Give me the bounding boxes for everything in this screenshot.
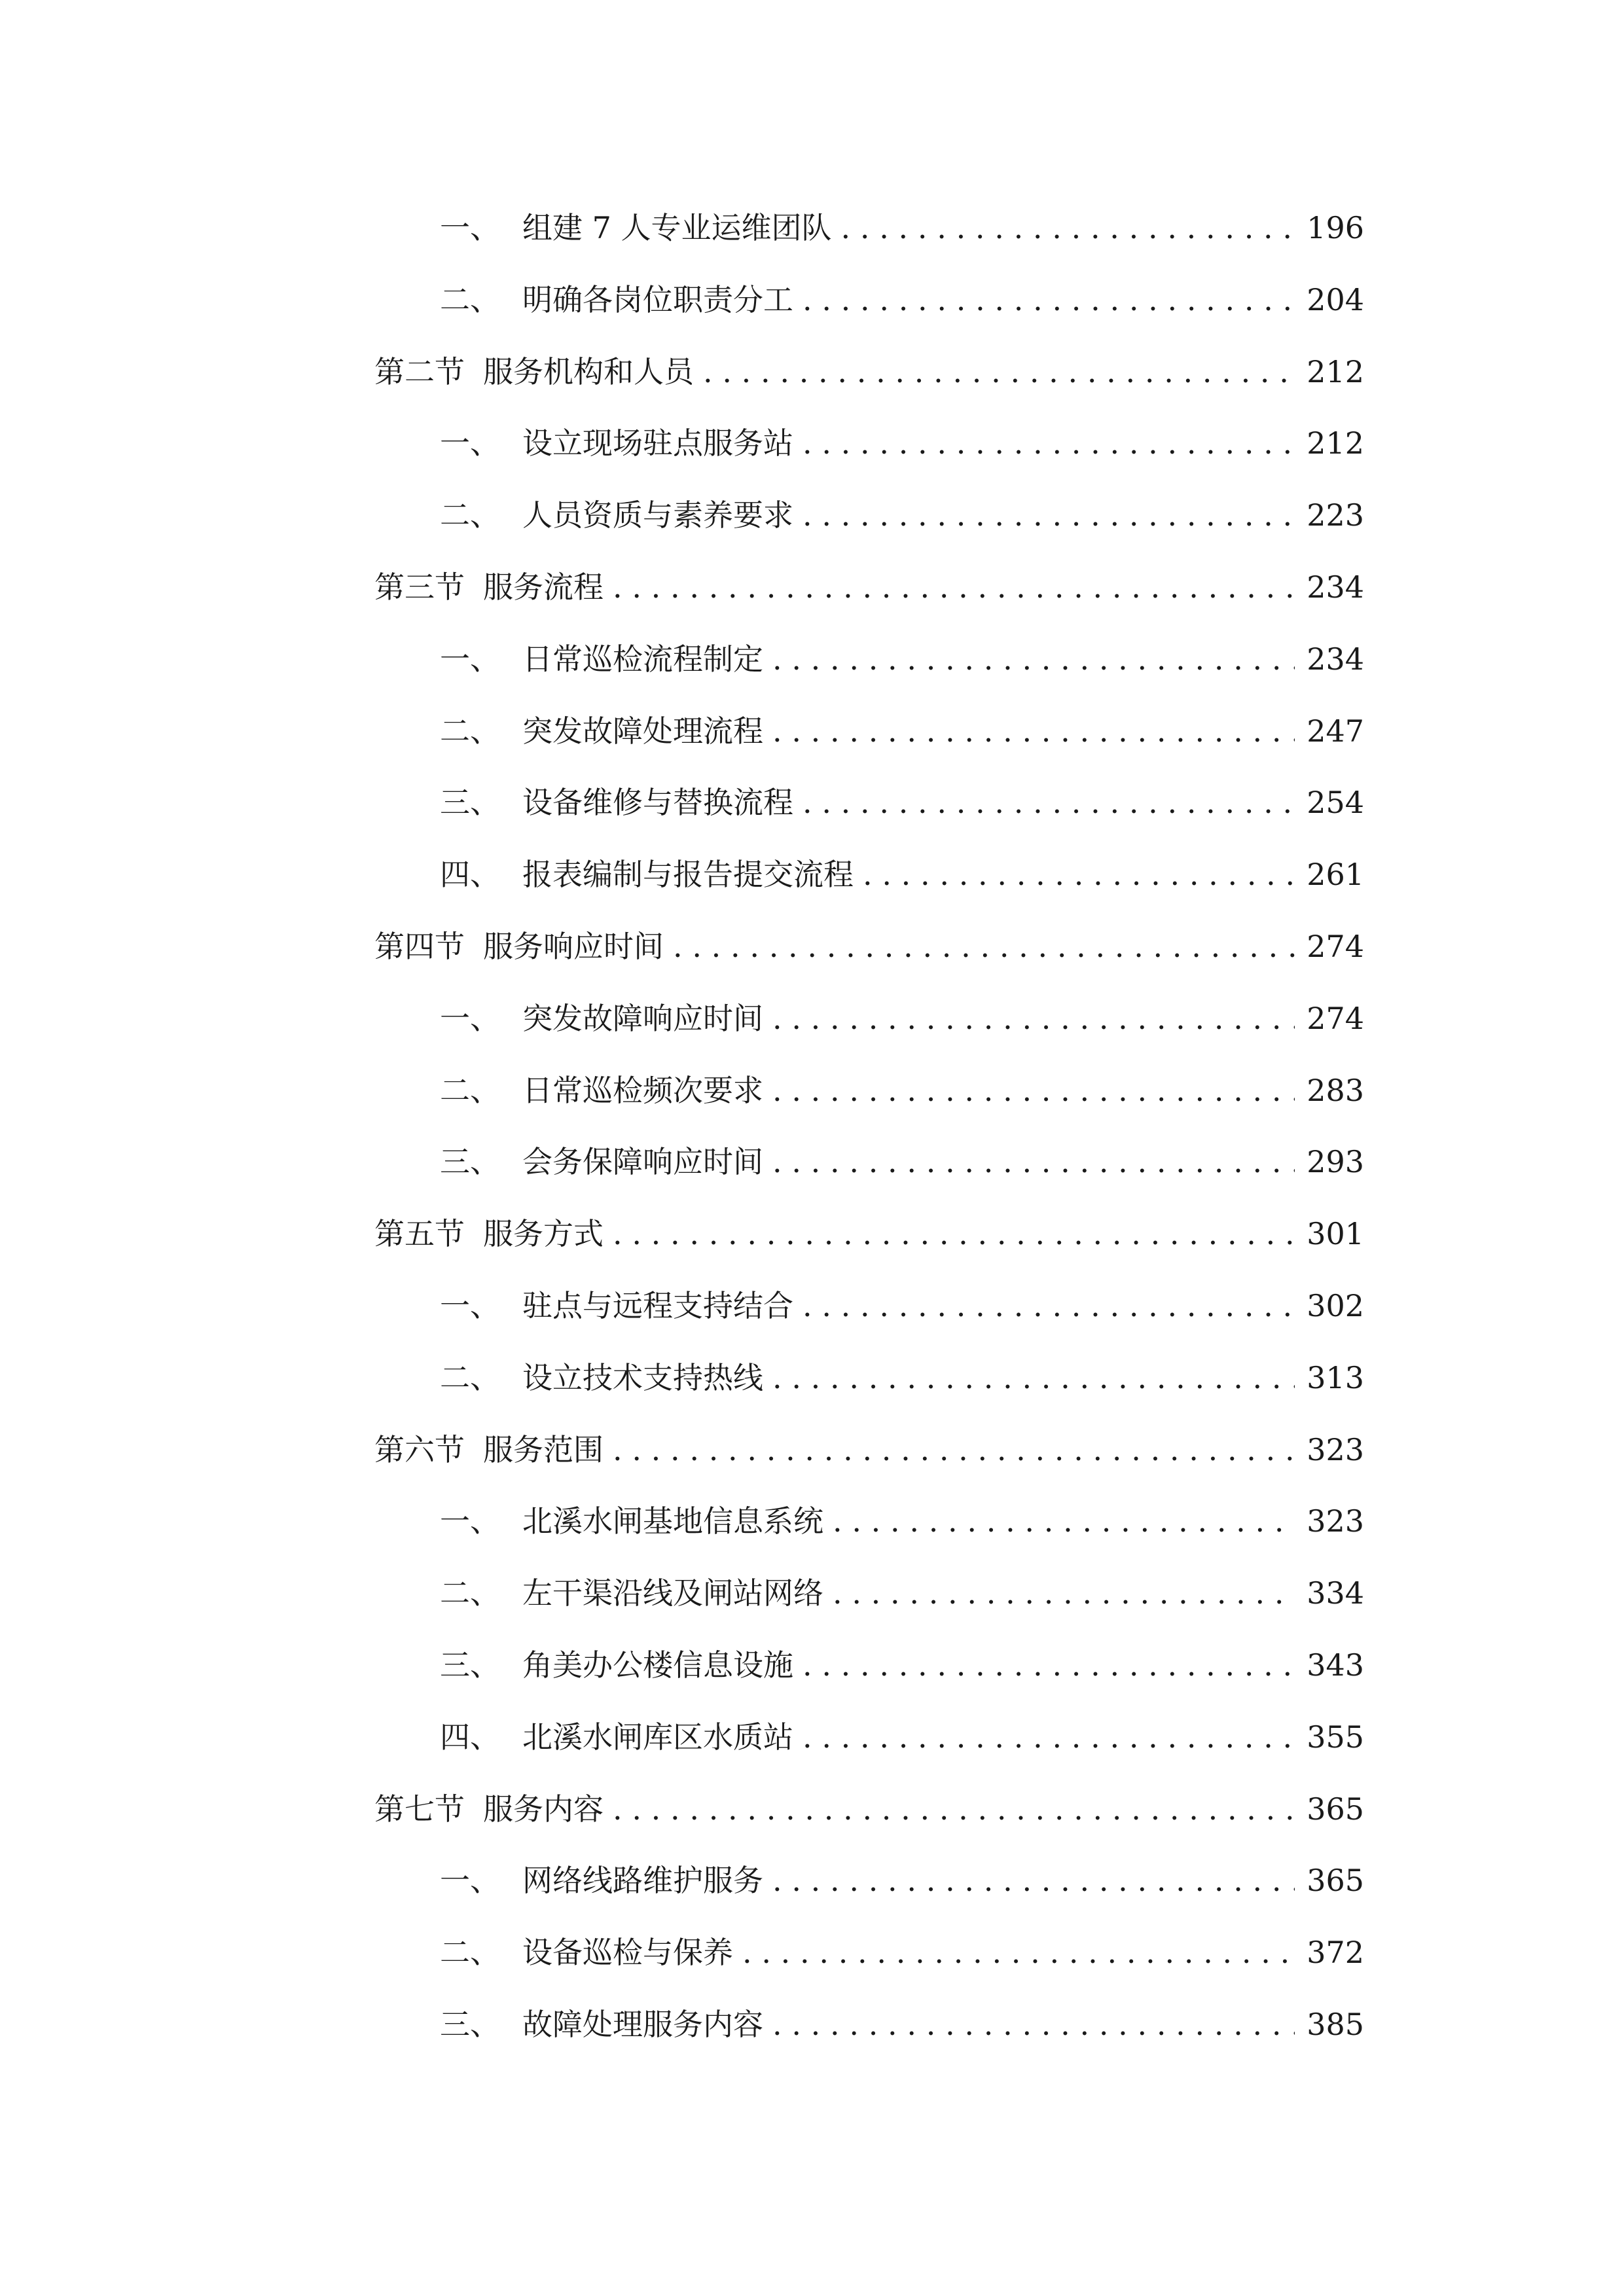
toc-entry-number: 二、 [440,713,500,749]
toc-entry-page-number: 196 [1307,210,1364,245]
toc-dot-leader [803,1647,1295,1683]
toc-entry[interactable] [374,492,1364,564]
toc-entry[interactable] [374,708,1364,780]
toc-entry[interactable] [374,1641,1364,1713]
toc-entry[interactable] [374,851,1364,923]
toc-section-page-number: 365 [1307,1791,1364,1827]
toc-dot-leader [772,1144,1295,1179]
toc-dot-leader [703,354,1295,389]
toc-entry-title: 组建 7 人专业运维团队 [522,210,832,245]
toc-dot-leader [803,425,1295,461]
toc-dot-leader [803,282,1295,317]
toc-entry-number: 二、 [440,1359,500,1395]
toc-entry-title: 会务保障响应时间 [522,1144,763,1180]
table-of-contents [374,204,1364,2073]
toc-entry-number: 二、 [440,1575,500,1611]
toc-dot-leader [833,1575,1295,1611]
toc-dot-leader [613,569,1295,605]
toc-dot-leader [613,1432,1295,1467]
toc-entry-page-number: 254 [1307,785,1364,821]
toc-section-title: 服务内容 [483,1791,604,1827]
toc-entry-title: 报表编制与报告提交流程 [522,857,854,893]
toc-section-title: 服务流程 [483,569,604,605]
toc-entry[interactable] [374,1498,1364,1570]
toc-dot-leader [841,210,1295,245]
toc-entry-page-number: 283 [1307,1072,1364,1108]
toc-dot-leader [772,1863,1295,1898]
toc-dot-leader [772,1073,1295,1108]
toc-entry-number: 三、 [440,2006,500,2042]
toc-entry-number: 二、 [440,497,500,533]
toc-entry-title: 突发故障响应时间 [522,1000,763,1036]
toc-entry-page-number: 247 [1307,713,1364,749]
toc-section-title: 服务方式 [483,1216,604,1252]
toc-section-entry[interactable] [374,923,1364,995]
toc-entry-page-number: 204 [1307,281,1364,317]
toc-section-page-number: 274 [1307,928,1364,964]
toc-section-entry[interactable] [374,1426,1364,1498]
toc-section-entry[interactable] [374,1210,1364,1282]
toc-entry-title: 网络线路维护服务 [522,1863,763,1899]
toc-entry-number: 四、 [440,1719,500,1755]
toc-entry-title: 设备巡检与保养 [522,1935,733,1971]
toc-entry[interactable] [374,1929,1364,2001]
toc-entry-page-number: 343 [1307,1647,1364,1683]
toc-entry[interactable] [374,2001,1364,2073]
toc-entry[interactable] [374,1138,1364,1210]
toc-dot-leader [863,857,1295,892]
toc-section-page-number: 301 [1307,1216,1364,1252]
toc-section-number: 第五节 [374,1216,465,1252]
toc-dot-leader [772,1360,1295,1395]
toc-section-page-number: 323 [1307,1431,1364,1467]
toc-entry-title: 设立现场驻点服务站 [522,425,793,461]
toc-entry-number: 二、 [440,1935,500,1971]
toc-entry-number: 一、 [440,1503,500,1539]
toc-dot-leader [803,1719,1295,1755]
toc-section-number: 第七节 [374,1791,465,1827]
toc-entry-title: 明确各岗位职责分工 [522,281,793,317]
toc-entry-page-number: 355 [1307,1719,1364,1755]
toc-section-title: 服务机构和人员 [483,353,694,389]
toc-dot-leader [613,1216,1295,1251]
toc-entry-title: 突发故障处理流程 [522,713,763,749]
toc-dot-leader [772,1001,1295,1036]
toc-entry-page-number: 293 [1307,1144,1364,1180]
toc-entry-title: 人员资质与素养要求 [522,497,793,533]
toc-entry-page-number: 223 [1307,497,1364,533]
toc-dot-leader [772,713,1295,749]
toc-section-page-number: 234 [1307,569,1364,605]
toc-entry-page-number: 323 [1307,1503,1364,1539]
toc-entry-title: 日常巡检流程制定 [522,641,763,677]
toc-entry-title: 故障处理服务内容 [522,2006,763,2042]
toc-entry[interactable] [374,1713,1364,1785]
toc-entry-page-number: 274 [1307,1000,1364,1036]
toc-entry-number: 一、 [440,210,500,245]
toc-section-number: 第四节 [374,928,465,964]
toc-dot-leader [772,641,1295,677]
toc-dot-leader [803,1288,1295,1323]
toc-entry[interactable] [374,779,1364,851]
toc-section-title: 服务响应时间 [483,928,664,964]
toc-entry[interactable] [374,1282,1364,1354]
toc-section-page-number: 212 [1307,353,1364,389]
toc-entry-number: 一、 [440,425,500,461]
toc-entry-number: 三、 [440,785,500,821]
toc-dot-leader [803,497,1295,533]
toc-entry-number: 二、 [440,1072,500,1108]
toc-entry[interactable] [374,1354,1364,1426]
toc-section-title: 服务范围 [483,1431,604,1467]
toc-entry-page-number: 385 [1307,2006,1364,2042]
toc-section-number: 第二节 [374,353,465,389]
toc-entry-page-number: 372 [1307,1935,1364,1971]
toc-section-number: 第三节 [374,569,465,605]
toc-entry-number: 二、 [440,281,500,317]
toc-entry-page-number: 313 [1307,1359,1364,1395]
toc-entry[interactable] [374,636,1364,708]
toc-entry[interactable] [374,1857,1364,1929]
toc-entry-page-number: 261 [1307,857,1364,893]
toc-entry-number: 一、 [440,641,500,677]
toc-entry-page-number: 234 [1307,641,1364,677]
toc-dot-leader [673,929,1295,964]
toc-dot-leader [613,1791,1295,1827]
toc-entry-number: 三、 [440,1647,500,1683]
toc-dot-leader [803,785,1295,820]
toc-entry-number: 四、 [440,857,500,893]
toc-entry-title: 左干渠沿线及闸站网络 [522,1575,823,1611]
toc-entry-page-number: 334 [1307,1575,1364,1611]
toc-section-entry[interactable] [374,564,1364,636]
toc-dot-leader [742,1935,1295,1970]
toc-entry-title: 设立技术支持热线 [522,1359,763,1395]
toc-entry[interactable] [374,276,1364,348]
toc-entry-title: 北溪水闸库区水质站 [522,1719,793,1755]
toc-section-entry[interactable] [374,1785,1364,1857]
toc-dot-leader [772,2007,1295,2042]
toc-entry-title: 日常巡检频次要求 [522,1072,763,1108]
toc-entry[interactable] [374,1570,1364,1641]
toc-entry[interactable] [374,995,1364,1067]
toc-entry-title: 角美办公楼信息设施 [522,1647,793,1683]
toc-dot-leader [833,1503,1295,1539]
toc-entry-number: 一、 [440,1287,500,1323]
toc-entry-number: 一、 [440,1863,500,1899]
toc-entry-number: 一、 [440,1000,500,1036]
toc-entry-number: 三、 [440,1144,500,1180]
toc-entry-title: 驻点与远程支持结合 [522,1287,793,1323]
toc-entry[interactable] [374,420,1364,492]
toc-section-number: 第六节 [374,1431,465,1467]
toc-entry-page-number: 212 [1307,425,1364,461]
toc-entry[interactable] [374,204,1364,276]
toc-section-entry[interactable] [374,348,1364,420]
toc-entry-page-number: 365 [1307,1863,1364,1899]
toc-entry-page-number: 302 [1307,1287,1364,1323]
toc-entry[interactable] [374,1067,1364,1139]
toc-entry-title: 北溪水闸基地信息系统 [522,1503,823,1539]
toc-entry-title: 设备维修与替换流程 [522,785,793,821]
